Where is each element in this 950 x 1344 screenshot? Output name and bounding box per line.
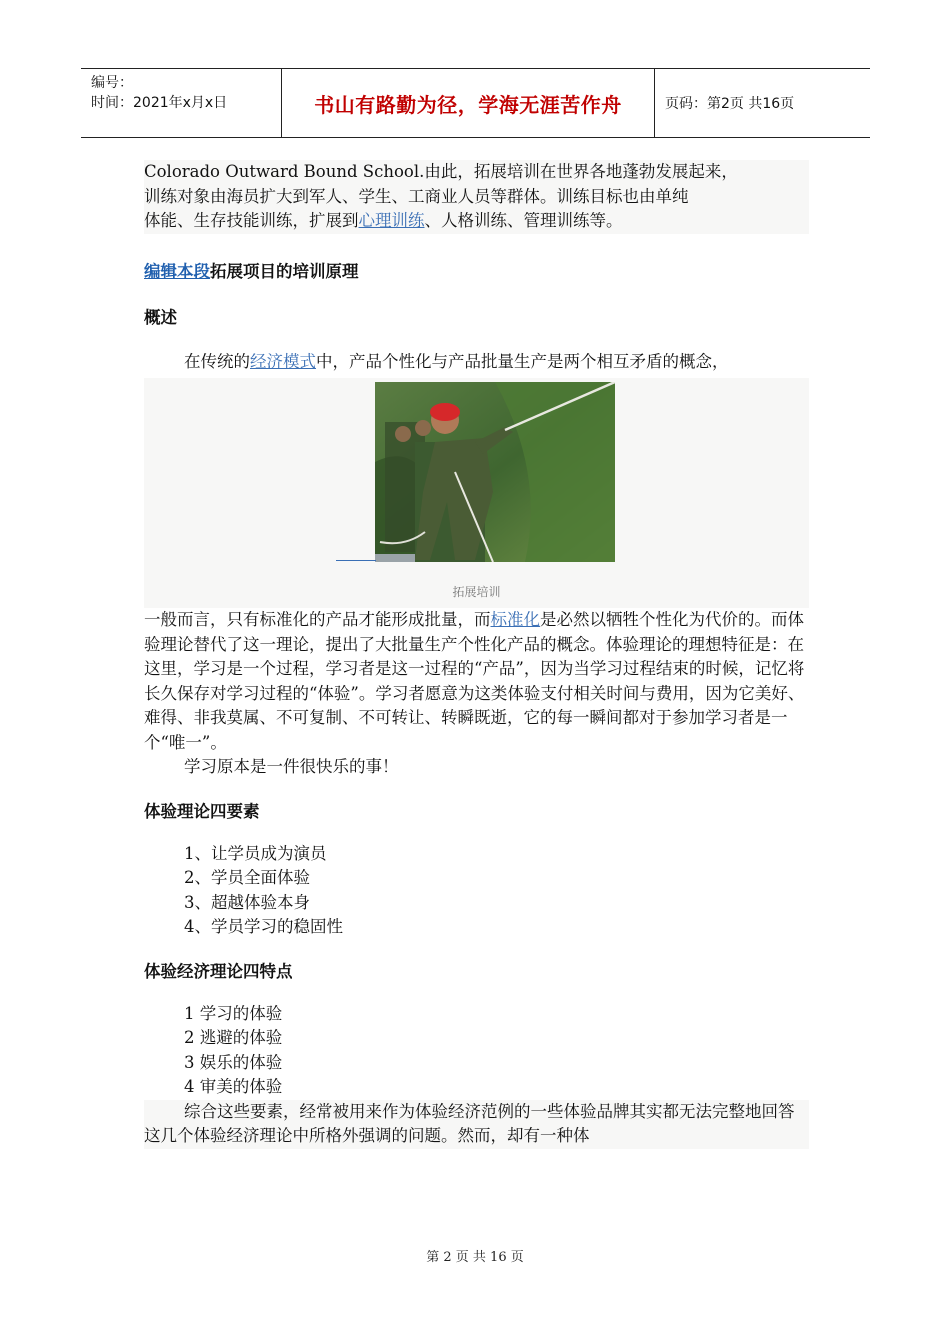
overview-paragraph: 在传统的经济模式中，产品个性化与产品批量生产是两个相互矛盾的概念， <box>184 351 729 371</box>
image-link-underline <box>336 560 376 561</box>
page-footer: 第 2 页 共 16 页 <box>426 1250 524 1265</box>
intro-line: 训练对象由海员扩大到军人、学生、工商业人员等群体。训练目标也由单纯 <box>144 186 689 206</box>
list-item: 4、学员学习的稳固性 <box>184 917 343 936</box>
header-page-info: 页码：第2页 共16页 <box>665 96 795 112</box>
section-heading: 编辑本段拓展项目的培训原理 <box>144 261 359 281</box>
overview-heading: 概述 <box>144 307 177 327</box>
list-item: 3 娱乐的体验 <box>184 1052 283 1072</box>
header-motto: 书山有路勤为径，学海无涯苦作舟 <box>282 69 655 137</box>
closing-block <box>144 1100 809 1149</box>
intro-line: 体能、生存技能训练，扩展到心理训练、人格训练、管理训练等。 <box>144 211 623 230</box>
figure-caption: 拓展培训 <box>452 585 501 599</box>
list-item: 4 审美的体验 <box>184 1077 283 1096</box>
list-item: 1、让学员成为演员 <box>184 843 327 863</box>
closing-paragraph: 综合这些要素，经常被用来作为体验经济范例的一些体验品牌其实都无法完整地回答这几个体验经济理论中所格外强调的问题。然而，却有一种体 <box>144 1101 795 1145</box>
body-paragraph: 一般而言，只有标准化的产品才能形成批量，而标准化是必然以牺牲个性化为代价的。而体验理论替代了这一理论，提出了大批量生产个性化产品的概念。体验理论的理想特征是：在这里，学习是一个过程，学习者是这一过程的“产品”，因为当学习过程结束的时候，记忆将长久保存对学习过程的“体验”。学习者愿意为这类体验支付相关时间与费用，因为它美好、难得、非我莫属、不可复制、不可转让、转瞬既逝，它的每一瞬间都对于参加学习者是一个“唯一”。 <box>144 610 805 752</box>
link-economic-model[interactable]: 经济模式 <box>250 351 316 371</box>
figure <box>144 378 809 608</box>
document-number-label: 编号： <box>91 75 133 91</box>
link-standardization[interactable]: 标准化 <box>490 610 540 629</box>
intro-line: Colorado Outward Bound School.由此，拓展培训在世界各地蓬勃发展起来， <box>144 162 738 181</box>
link-psychology-training[interactable]: 心理训练 <box>358 211 425 230</box>
list-item: 3、超越体验本身 <box>184 892 310 912</box>
header-meta <box>81 69 282 137</box>
elements-heading: 体验理论四要素 <box>144 801 260 821</box>
list-item: 1 学习的体验 <box>184 1003 283 1023</box>
features-list <box>144 1002 809 1100</box>
list-item: 2、学员全面体验 <box>184 868 310 887</box>
list-item: 2 逃避的体验 <box>184 1028 283 1047</box>
document-body <box>144 160 809 1149</box>
features-heading: 体验经济理论四特点 <box>144 961 293 981</box>
outdoor-training-photo[interactable] <box>375 382 615 562</box>
elements-list <box>144 842 809 940</box>
body-paragraph: 学习原本是一件很快乐的事！ <box>184 757 399 776</box>
document-date: 时间：2021年x月x日 <box>91 95 228 111</box>
edit-section-link[interactable]: 编辑本段 <box>144 261 210 281</box>
intro-block <box>144 160 809 234</box>
header-table <box>81 68 870 138</box>
